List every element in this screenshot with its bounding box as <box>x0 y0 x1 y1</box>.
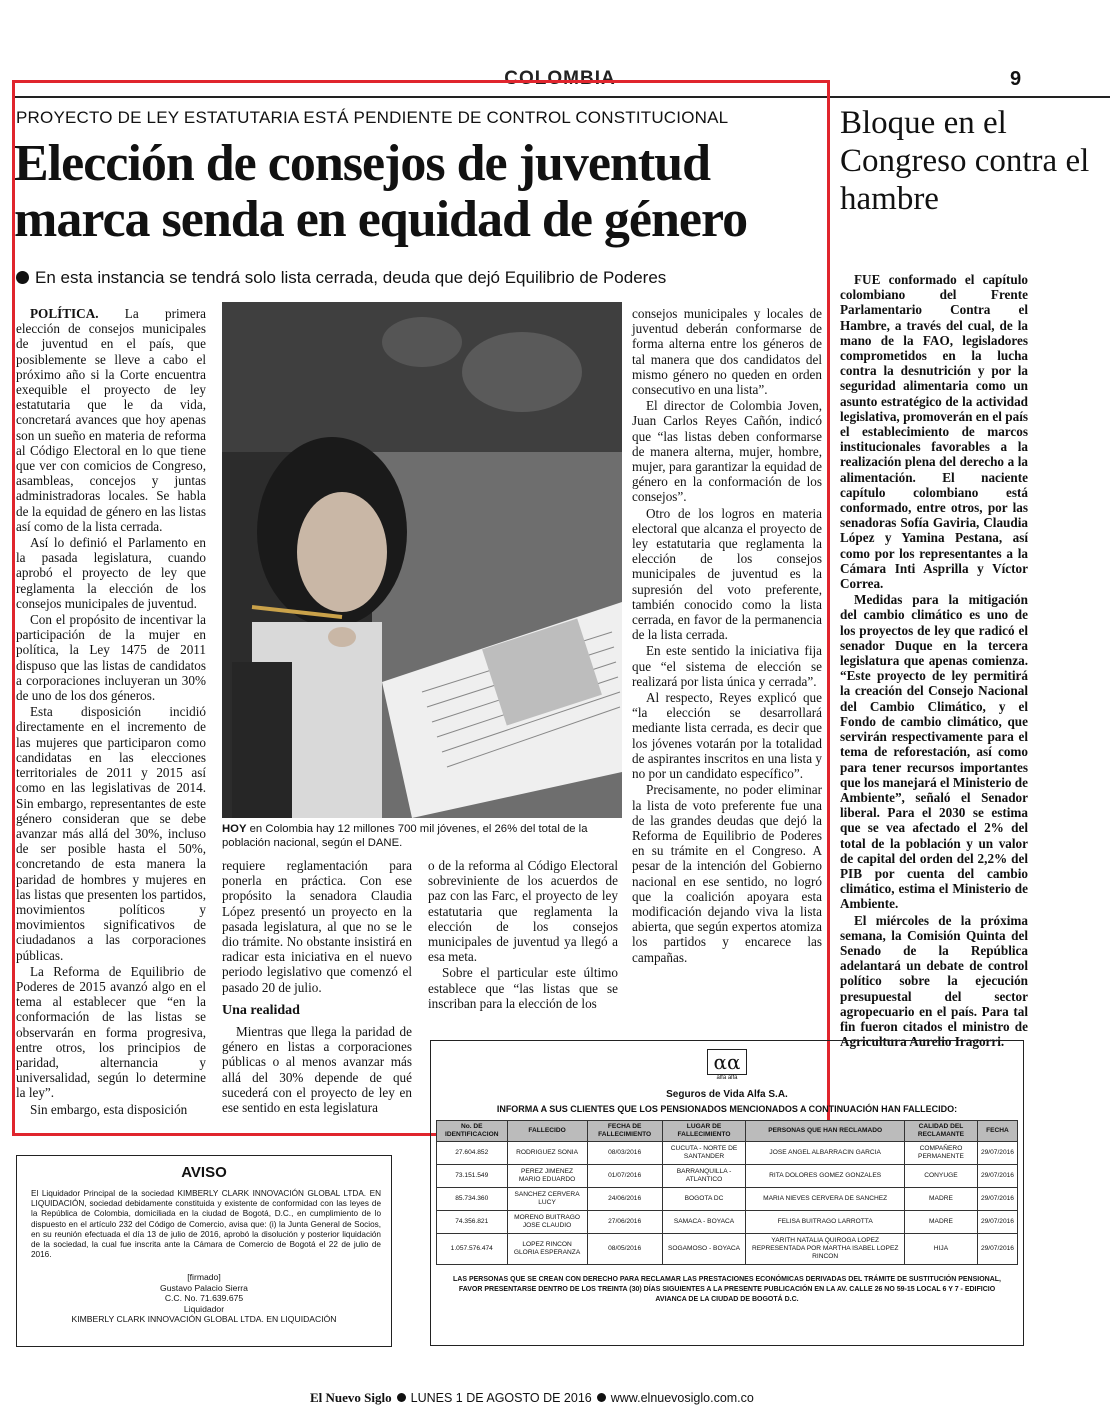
table-header-cell: FALLECIDO <box>507 1121 587 1142</box>
table-cell: 74.356.821 <box>437 1211 508 1234</box>
table-body <box>437 1142 1018 1265</box>
sidebar-lead: FUE <box>854 272 881 287</box>
table-cell: MARIA NIEVES CERVERA DE SANCHEZ <box>746 1188 905 1211</box>
article-paragraph: Sobre el particular este último establece que “las listas que se inscriban para la elección de los <box>428 965 618 1011</box>
photo-caption-text: en Colombia hay 12 millones 700 mil jóvenes, el 26% del total de la población nacional, según el DANE. <box>222 823 588 849</box>
table-cell: 73.151.549 <box>437 1165 508 1188</box>
table-cell: 29/07/2016 <box>977 1234 1017 1265</box>
table-header-cell: CALIDAD DEL RECLAMANTE <box>904 1121 977 1142</box>
bullet-icon <box>597 1393 606 1402</box>
article-paragraph: Así lo definió el Parlamento en la pasada legislatura, cuando aprobó el proyecto de ley que reglamenta la elección de los consejos municipales de juventud. <box>16 535 206 611</box>
table-cell: LOPEZ RINCON GLORIA ESPERANZA <box>507 1234 587 1265</box>
table-row <box>437 1188 1018 1211</box>
aviso-sign-line: Gustavo Palacio Sierra <box>160 1282 248 1293</box>
sidebar-body <box>840 272 1028 1050</box>
article-paragraph: o de la reforma al Código Electoral sobreviniente de los acuerdos de paz con las Farc, el proyecto de ley estatutaria que reglamenta la elección de los consejos municipales de juventud ya llegó a esa meta. <box>428 858 618 965</box>
table-cell: RODRIGUEZ SONIA <box>507 1142 587 1165</box>
table-header-row <box>437 1121 1018 1142</box>
article-lead: POLÍTICA. <box>30 306 99 321</box>
table-cell: COMPAÑERO PERMANENTE <box>904 1142 977 1165</box>
article-paragraph: En este sentido la iniciativa fija que “el sistema de elección se realizará por lista única y cerrada”. <box>632 643 822 689</box>
ad-footer: LAS PERSONAS QUE SE CREAN CON DERECHO PARA RECLAMAR LAS PRESTACIONES ECONÓMICAS DERIVADAS DEL TRÁMITE DE SUSTITUCIÓN PENSIONAL, FAVOR PRESENTARSE DENTRO DE LOS TREINTA (30) DÍAS SIGUIENTES A LA PRESENTE PUBLICACIÓN EN LA AV. CALLE 26 NO 59-15 LOCAL 6 Y 7 - EDIFICIO AVIANCA DE LA CIUDAD DE BOGOTÁ D.C. <box>453 1276 1001 1303</box>
table-cell: 29/07/2016 <box>977 1188 1017 1211</box>
table-row <box>437 1142 1018 1165</box>
pension-notice-ad <box>430 1040 1024 1346</box>
alfa-logo-icon: αα <box>707 1049 746 1075</box>
table-cell: 08/05/2016 <box>587 1234 662 1265</box>
table-row <box>437 1234 1018 1265</box>
aviso-sign-line: C.C. No. 71.639.675 <box>164 1293 244 1304</box>
table-header-cell: PERSONAS QUE HAN RECLAMADO <box>746 1121 905 1142</box>
table-cell: 27.604.852 <box>437 1142 508 1165</box>
table-cell: FELISA BUITRAGO LARROTTA <box>746 1211 905 1234</box>
table-cell: HIJA <box>904 1234 977 1265</box>
table-header-cell: FECHA DE FALLECIMIENTO <box>587 1121 662 1142</box>
aviso-box <box>16 1155 392 1347</box>
table-cell: MADRE <box>904 1188 977 1211</box>
footer-date: LUNES 1 DE AGOSTO DE 2016 <box>410 1391 592 1405</box>
ad-announcement: INFORMA A SUS CLIENTES QUE LOS PENSIONADOS MENCIONADOS A CONTINUACIÓN HAN FALLECIDO: <box>496 1104 958 1114</box>
sidebar-paragraph: conformado el capítulo colombiano del Frente Parlamentario Contra el Hambre, a través del cual, de la mano de la FAO, legisladores comprometidos en la lucha contra la desnutrición y por la seguridad alimentaria como un asunto estratégico de la actividad legislativa, promoverán en el país el establecimiento de marcos institucionales favorables a la realización plena del derecho a la alimentación. El naciente capítulo colombiano está conformado, entre otros, por las senadoras Sofía Gaviria, Claudia López y Yamina Pestana, así como por los representantes a la Cámara Inti Asprilla y Víctor Correa. <box>840 272 1028 592</box>
table-cell: CUCUTA - NORTE DE SANTANDER <box>662 1142 746 1165</box>
article-paragraph: Precisamente, no poder eliminar la lista de voto preferente fue una de las grandes deudas que dejó la Reforma de Equilibrio de Poderes en su trámite en el Congreso. A pesar de la intención del Gobierno nacional en ese sentido, no logró que la coalición apoyara esta modificación dejando viva la lista abierta, que según expertos atomiza los partidos y encarece las campañas. <box>632 782 822 965</box>
table-cell: 24/06/2016 <box>587 1188 662 1211</box>
article-paragraph: Mientras que llega la paridad de género en listas a corporaciones públicas o al menos avanzar más allá del 30% depende de qué sucederá con el proyecto de ley en ese sentido en esta legislatura <box>222 1024 412 1116</box>
article-paragraph: Sin embargo, esta disposición <box>30 1101 188 1117</box>
article-paragraph: La Reforma de Equilibrio de Poderes de 2015 avanzó algo en el tema al establecer que “en la conformación de las listas se observarán en forma progresiva, entre otros, los principios de paridad, alternancia y universalidad, según lo determine la ley”. <box>16 963 206 1101</box>
table-cell: YARITH NATALIA QUIROGA LOPEZ REPRESENTADA POR MARTHA ISABEL LOPEZ RINCON <box>746 1234 905 1265</box>
table-header-cell: FECHA <box>977 1121 1017 1142</box>
footer-brand: El Nuevo Siglo <box>310 1390 392 1405</box>
aviso-sign-line: Liquidador <box>183 1303 225 1314</box>
ad-logo-sub: alfa alfa <box>716 1075 738 1081</box>
table-row <box>437 1211 1018 1234</box>
article-paragraph: El director de Colombia Joven, Juan Carlos Reyes Cañón, indicó que “las listas deben conformarse de manera alterna, mujer, hombre, mujer, para garantizar la equidad de género en la conformación de los consejos”. <box>632 398 822 505</box>
table-cell: 27/06/2016 <box>587 1211 662 1234</box>
table-cell: JOSE ANGEL ALBARRACIN GARCIA <box>746 1142 905 1165</box>
ad-logo <box>431 1049 1023 1081</box>
sidebar-title: Bloque en el Congreso contra el hambre <box>840 105 1090 217</box>
table-row <box>437 1165 1018 1188</box>
aviso-title: AVISO <box>181 1164 227 1181</box>
highlight-box <box>12 80 830 1136</box>
table-cell: CONYUGE <box>904 1165 977 1188</box>
table-cell: BOGOTA DC <box>662 1188 746 1211</box>
table-cell: 29/07/2016 <box>977 1211 1017 1234</box>
article-paragraph: La primera elección de consejos municipales de juventud en el país, que posiblemente se lleve a cabo el próximo año si la Corte encuentra exequible el proyecto de ley estatutaria que le da vida, concretará avances que hoy apenas son un sueño en materia de reforma al Código Electoral en lo que tiene que ver con comicios de Congreso, asambleas, concejos y juntas administradoras locales. Se habla de la equidad de género en las listas así como de la lista cerrada. <box>16 306 206 534</box>
footer-url: www.elnuevosiglo.com.co <box>610 1391 754 1405</box>
aviso-sign-line: KIMBERLY CLARK INNOVACIÓN GLOBAL LTDA. EN LIQUIDACIÓN <box>71 1314 337 1325</box>
table-cell: MADRE <box>904 1211 977 1234</box>
table-cell: 85.734.360 <box>437 1188 508 1211</box>
page-footer <box>310 1390 830 1406</box>
table-cell: 29/07/2016 <box>977 1165 1017 1188</box>
article-paragraph: Al respecto, Reyes explicó que “la elección se desarrollará mediante lista cerrada, es decir que los jóvenes votarán por la totalidad de aspirantes inscritos en una lista y no por un candidato específico”. <box>632 690 822 782</box>
table-cell: BARRANQUILLA - ATLANTICO <box>662 1165 746 1188</box>
table-cell: 29/07/2016 <box>977 1142 1017 1165</box>
sidebar-paragraph: Medidas para la mitigación del cambio climático es uno de los proyectos de ley que radicó el senador Duque en la tercera legislatura que apenas comienza. “Este proyecto de ley permitirá la creación del Consejo Nacional del Cambio Climático, y el Fondo de cambio climático, que servirán respectivamente para el tema de reforestación, así como para tener recursos importantes que los manejará el Ministerio de Ambiente”, señaló el Senador liberal. Para el 2030 se estima que se vea afectado el 2% del total de la población y un valor de capital del orden del 2,2% del PIB por cuenta del cambio climático, estima el Ministerio de Ambiente. <box>840 592 1028 912</box>
article-kicker: PROYECTO DE LEY ESTATUTARIA ESTÁ PENDIENTE DE CONTROL CONSTITUCIONAL <box>16 108 729 127</box>
table-cell: SAMACA - BOYACA <box>662 1211 746 1234</box>
sidebar-paragraph: El miércoles de la próxima semana, la Comisión Quinta del Senado de la República adelantará un debate de control político sobre la ejecución presupuestal del sector agropecuario en el país. Para tal fin fueron citados el ministro de Agricultura Aurelio Iragorri. <box>840 912 1028 1050</box>
article-paragraph: Con el propósito de incentivar la participación de la mujer en política, la Ley 1475 de 2011 dispuso que las listas de candidatos a corporaciones incluyeran un 30% de uno de los dos géneros. <box>16 612 206 704</box>
article-headline: Elección de consejos de juventud marca senda en equidad de género <box>14 135 748 248</box>
table-cell: PEREZ JIMENEZ MARIO EDUARDO <box>507 1165 587 1188</box>
pension-table <box>436 1120 1018 1265</box>
aviso-body: El Liquidador Principal de la sociedad KIMBERLY CLARK INNOVACIÓN GLOBAL LTDA. EN LIQUIDACIÓN, sociedad debidamente constituida y existente de conformidad con las leyes de la República de Colombia, domiciliada en la ciudad de Bogotá, D.C., en cumplimiento de lo dispuesto en el artículo 232 del Código de Comercio, avisa que: (i) la Junta General de Socios, en su reunión efectuada el día 13 de julio de 2016, aprobó la disolución y posterior liquidación de la sociedad, la cual fue inscrita ante la Cámara de Comercio de Bogotá el 22 de julio de 2016. <box>31 1189 381 1260</box>
aviso-sign-line: [firmado] <box>187 1272 221 1283</box>
table-header-cell: No. DE IDENTIFICACION <box>437 1121 508 1142</box>
article-paragraph: Esta disposición incidió directamente en el incremento de las mujeres que participaron como candidatas en las elecciones territoriales de 2011 y 2015 así como en las legislativas de 2014. Sin embargo, representantes de este género consideran que se debe avanzar más allá del 30%, incluso de ser posible hasta el 50%, concretando de esta manera la paridad de hombres y mujeres en las listas que presenten los partidos, movimientos políticos y movimientos significativos de ciudadanos a las corporaciones públicas. <box>16 704 206 963</box>
bullet-icon <box>397 1393 406 1402</box>
article-subheading: Una realidad <box>222 1002 300 1018</box>
article-subhead-text: En esta instancia se tendrá solo lista cerrada, deuda que dejó Equilibrio de Poderes <box>35 268 667 287</box>
ad-company: Seguros de Vida Alfa S.A. <box>666 1089 788 1100</box>
table-cell: 01/07/2016 <box>587 1165 662 1188</box>
table-cell: 08/03/2016 <box>587 1142 662 1165</box>
table-cell: SANCHEZ CERVERA LUCY <box>507 1188 587 1211</box>
article-paragraph: requiere reglamentación para ponerla en práctica. Con ese propósito la senadora Claudia López presentó un proyecto en la pasada legislatura, al que no se le dio trámite. No obstante insistirá en radicar esta iniciativa en el nuevo periodo legislativo que comenzó el pasado 20 de julio. <box>222 858 412 995</box>
aviso-signature <box>17 1272 391 1325</box>
table-cell: MORENO BUITRAGO JOSE CLAUDIO <box>507 1211 587 1234</box>
table-header-cell: LUGAR DE FALLECIMIENTO <box>662 1121 746 1142</box>
page-number: 9 <box>1010 68 1022 90</box>
table-cell: 1.057.576.474 <box>437 1234 508 1265</box>
section-name: COLOMBIA <box>504 68 616 89</box>
photo-caption-lead: HOY <box>222 823 247 835</box>
table-cell: SOGAMOSO - BOYACA <box>662 1234 746 1265</box>
article-paragraph: Otro de los logros en materia electoral que alcanza el proyecto de ley estatutaria que reglamenta la elección de los consejos municipales de juventud es la supresión del voto preferente, también conocido como la lista cerrada, en favor de la permanencia de la lista cerrada. <box>632 505 822 643</box>
table-cell: RITA DOLORES GOMEZ GONZALES <box>746 1165 905 1188</box>
article-paragraph: consejos municipales y locales de juventud deberán conformarse de forma alterna entre los géneros de tal manera que dos candidatos del mismo género no queden en orden consecutivo en una lista”. <box>632 306 822 398</box>
